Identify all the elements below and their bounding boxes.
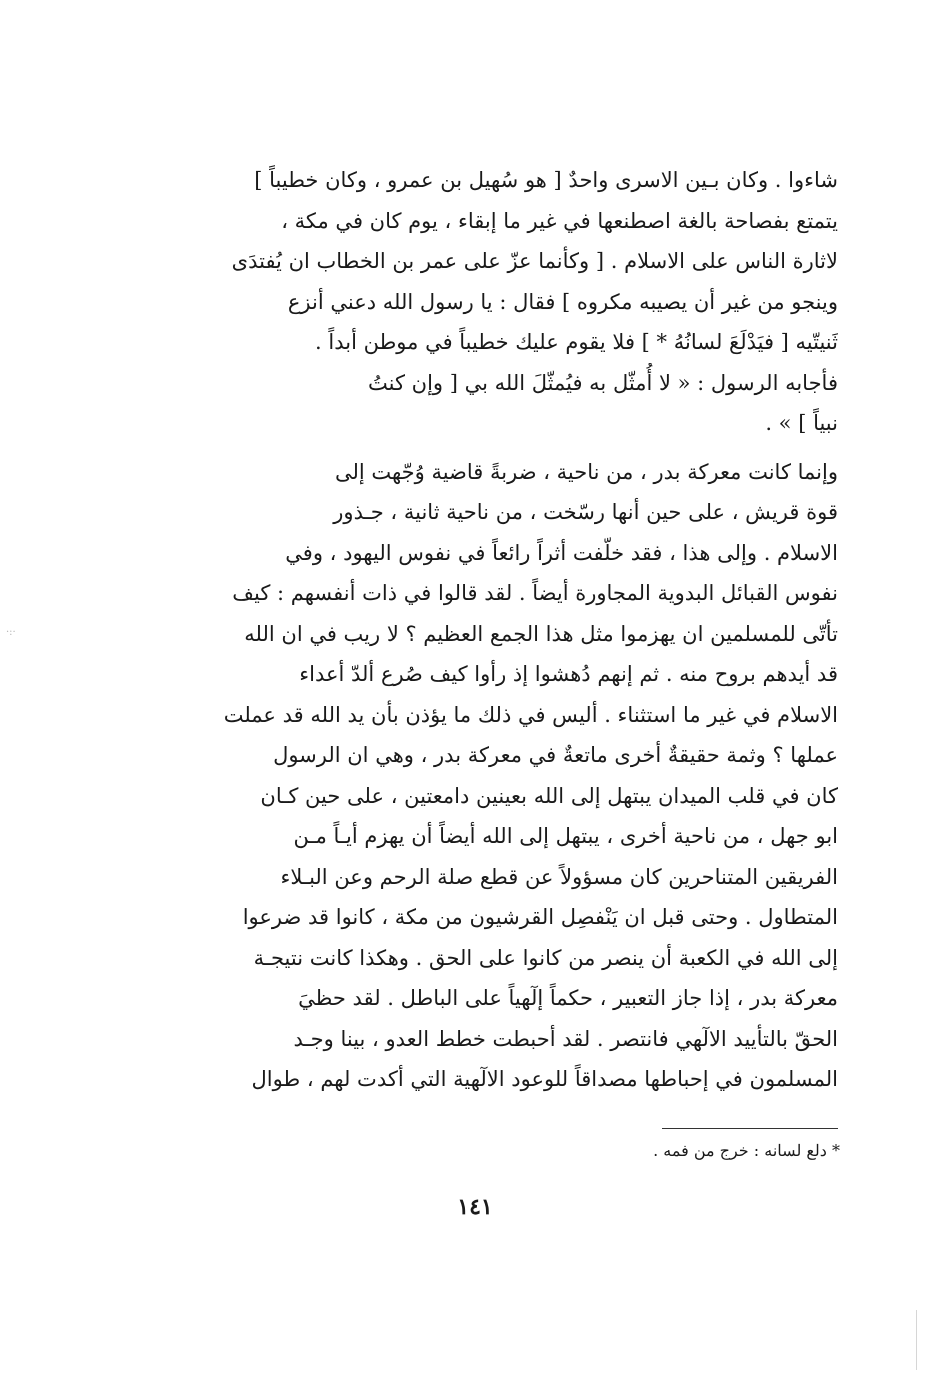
text-line: المتطاول . وحتى قبل ان يَنْفصِل القرشيون من مكة ، كانوا قد ضرعوا xyxy=(242,905,838,929)
page-number: ١٤١ xyxy=(457,1194,493,1220)
text-line: الفريقين المتناحرين كان مسؤولاً عن قطع صلة الرحم وعن البـلاء xyxy=(280,864,838,889)
text-line: الحقّ بالتأييد الالٓهي فانتصر . لقد أحبطت خطط العدو ، بينا وجـد xyxy=(293,1026,838,1051)
text-line: يتمتع بفصاحة بالغة اصطنعها في غير ما إبقاء ، يوم كان في مكة ، xyxy=(281,208,838,233)
text-line: كان في قلب الميدان يبتهل إلى الله بعينين دامعتين ، على حين كـان xyxy=(260,783,838,808)
text-line: وإنما كانت معركة بدر ، من ناحية ، ضربةً قاضية وُجّهت إلى xyxy=(334,459,838,484)
text-line: المسلمون في إحباطها مصداقاً للوعود الالٓهية التي أكدت لهم ، طوال xyxy=(251,1067,838,1091)
scan-edge-line xyxy=(916,1310,917,1370)
paragraph-2 xyxy=(158,452,838,1100)
text-line: ابو جهل ، من ناحية أخرى ، يبتهل إلى الله أيضاً أن يهزم أيـاً مـن xyxy=(293,824,838,848)
footnote-divider xyxy=(662,1128,838,1129)
text-line: نبياً ] » . xyxy=(765,411,838,435)
text-line: إلى الله في الكعبة أن ينصر من كانوا على الحق . وهكذا كانت نتيجـة xyxy=(253,945,838,970)
paragraph-1 xyxy=(158,160,838,444)
text-line: الاسلام . وإلى هذا ، فقد خلّفت أثراً رائعاً في نفوس اليهود ، وفي xyxy=(285,540,838,565)
main-text xyxy=(158,160,838,1100)
text-line: فأجابه الرسول : « لا أُمثّل به فيُمثّلَ الله بي [ وإن كنتُ xyxy=(368,370,838,395)
text-line: قد أيدهم بروح منه . ثم إنهم دُهشوا إذ رأوا كيف صُرع ألدّ أعداء xyxy=(299,662,838,686)
text-line: نفوس القبائل البدوية المجاورة أيضاً . لقد قالوا في ذات أنفسهم : كيف xyxy=(232,581,838,605)
text-line: عملها ؟ وثمة حقيقةٌ أخرى ماتعةٌ في معركة بدر ، وهي ان الرسول xyxy=(273,743,838,767)
text-line: قوة قريش ، على حين أنها رسّخت ، من ناحية ثانية ، جـذور xyxy=(333,500,838,524)
text-line: تأتّى للمسلمين ان يهزموا مثل هذا الجمع العظيم ؟ لا ريب في ان الله xyxy=(244,621,838,646)
text-line: ثَنيتّيه [ فيَدْلَعَ لسانُهُ * ] فلا يقوم عليك خطيباً في موطن أبداً . xyxy=(315,330,838,354)
paragraph-gap xyxy=(158,444,838,452)
scan-margin-mark: ·:· xyxy=(6,627,16,638)
text-line: شاءوا . وكان بـين الاسرى واحدٌ [ هو سُهيل بن عمرو ، وكان خطيباً ] xyxy=(254,168,838,192)
footnote: * دلع لسانه : خرج من فمه . xyxy=(653,1141,840,1160)
text-line: لاثارة الناس على الاسلام . [ وكأنما عزّ على عمر بن الخطاب ان يُفتدَى xyxy=(231,249,838,273)
text-line: الاسلام في غير ما استثناء . أليس في ذلك ما يؤذن بأن يد الله قد عملت xyxy=(223,702,838,727)
text-line: وينجو من غير أن يصيبه مكروه ] فقال : يا رسول الله دعني أنزع xyxy=(287,289,838,314)
text-line: معركة بدر ، إذا جاز التعبير ، حكماً إلٓهياً على الباطل . لقد حظيَ xyxy=(298,986,838,1010)
